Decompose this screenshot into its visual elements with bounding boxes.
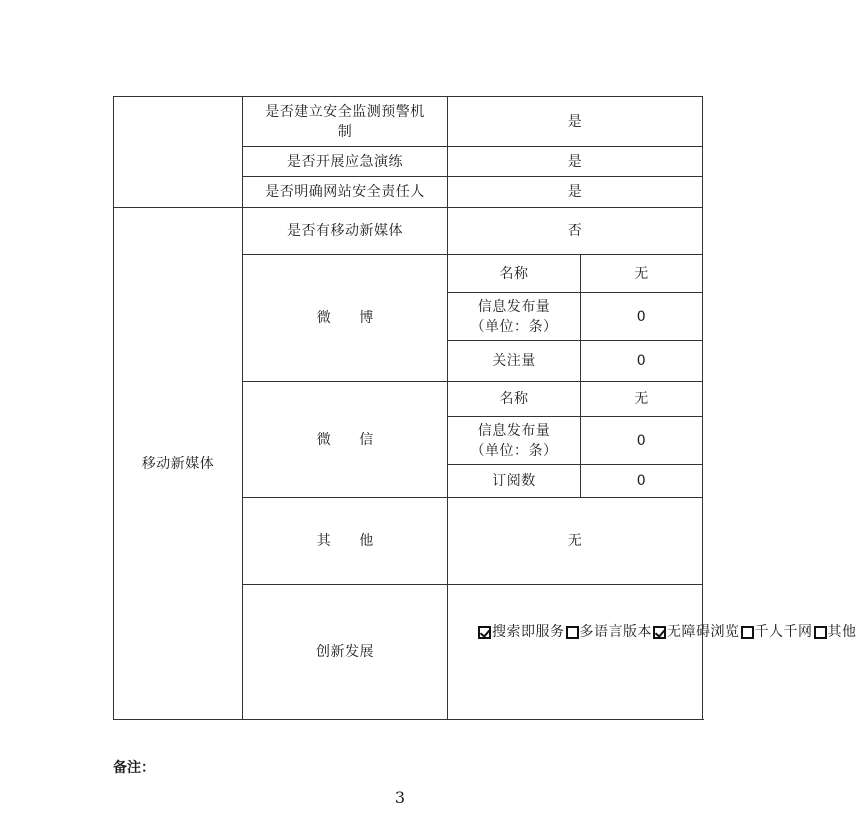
weibo-posts-label-line1: 信息发布量	[477, 298, 551, 315]
innovation-options	[448, 622, 857, 642]
table-row	[114, 208, 703, 255]
innovation-options-cell	[448, 585, 857, 720]
checked-checkbox-icon[interactable]	[653, 626, 666, 639]
weibo-name-label: 名称	[448, 255, 581, 293]
wechat-label: 微 信	[243, 382, 448, 498]
option-other[interactable]	[814, 622, 857, 642]
answer-emergency-drill: 是	[448, 147, 703, 177]
weibo-posts-label	[448, 293, 581, 341]
empty-section-cell	[114, 97, 243, 208]
option-label: 千人千网	[754, 624, 813, 640]
other-media-label: 其 他	[243, 498, 448, 585]
wechat-posts-label-line1: 信息发布量	[477, 422, 551, 439]
weibo-name-value: 无	[581, 255, 703, 293]
wechat-subscribers-value: 0	[581, 465, 703, 498]
innovation-label: 创新发展	[243, 585, 448, 720]
question-security-owner: 是否明确网站安全责任人	[243, 177, 448, 208]
option-search-as-service[interactable]	[478, 622, 565, 642]
unchecked-checkbox-icon[interactable]	[566, 626, 579, 639]
option-personalized[interactable]	[741, 622, 813, 642]
option-label: 搜索即服务	[492, 624, 565, 640]
report-table	[113, 96, 857, 720]
has-mobile-media-label: 是否有移动新媒体	[243, 208, 448, 255]
wechat-posts-value: 0	[581, 417, 703, 465]
wechat-subscribers-label: 订阅数	[448, 465, 581, 498]
weibo-followers-value: 0	[581, 341, 703, 382]
option-label: 其他	[827, 624, 857, 640]
wechat-name-value: 无	[581, 382, 703, 417]
other-media-value: 无	[448, 498, 703, 585]
page-number: 3	[394, 788, 406, 807]
remark-label: 备注：	[113, 760, 155, 776]
has-mobile-media-value: 否	[448, 208, 703, 255]
weibo-posts-value: 0	[581, 293, 703, 341]
option-label: 多语言版本	[579, 624, 652, 640]
wechat-name-label: 名称	[448, 382, 581, 417]
weibo-followers-label: 关注量	[448, 341, 581, 382]
checked-checkbox-icon[interactable]	[478, 626, 491, 639]
unchecked-checkbox-icon[interactable]	[741, 626, 754, 639]
wechat-posts-label-line2: （单位：条）	[470, 442, 558, 459]
question-emergency-drill: 是否开展应急演练	[243, 147, 448, 177]
option-multilingual[interactable]	[566, 622, 653, 642]
wechat-posts-label	[448, 417, 581, 465]
answer-warning-mechanism: 是	[448, 97, 703, 147]
weibo-posts-label-line2: （单位：条）	[470, 318, 558, 335]
unchecked-checkbox-icon[interactable]	[814, 626, 827, 639]
question-warning-mechanism: 是否建立安全监测预警机制	[243, 97, 448, 147]
option-accessible-browsing[interactable]	[653, 622, 740, 642]
weibo-label: 微 博	[243, 255, 448, 382]
answer-security-owner: 是	[448, 177, 703, 208]
table-row	[114, 97, 703, 147]
mobile-media-section-label: 移动新媒体	[114, 208, 243, 720]
option-label: 无障碍浏览	[667, 624, 740, 640]
